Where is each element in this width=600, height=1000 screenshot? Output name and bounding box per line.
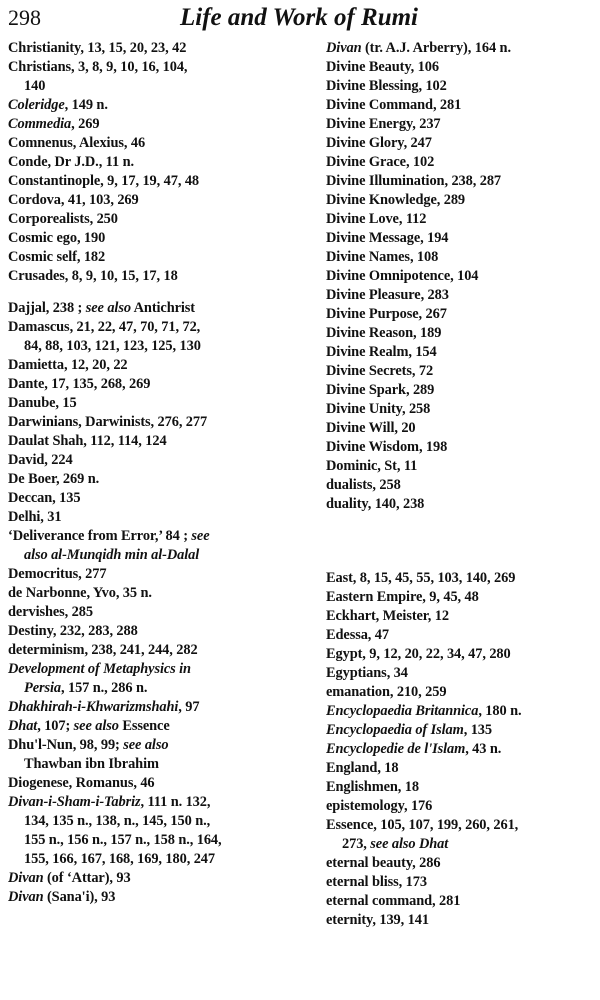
index-entry: David, 224 bbox=[8, 452, 73, 468]
index-entry: Divan (of ‘Attar), 93 bbox=[8, 870, 131, 886]
index-entry: de Narbonne, Yvo, 35 n. bbox=[8, 585, 152, 601]
running-title: Life and Work of Rumi bbox=[180, 4, 418, 31]
index-entry: Comnenus, Alexius, 46 bbox=[8, 135, 146, 151]
index-entry: Egypt, 9, 12, 20, 22, 34, 47, 280 bbox=[326, 646, 511, 662]
index-entry: Divine Realm, 154 bbox=[326, 344, 437, 360]
index-entry: Divine Grace, 102 bbox=[326, 154, 435, 170]
index-entry: eternal command, 281 bbox=[326, 893, 461, 909]
index-entry: Divine Pleasure, 283 bbox=[326, 287, 449, 303]
index-entry: Constantinople, 9, 17, 19, 47, 48 bbox=[8, 173, 200, 189]
page-header bbox=[0, 0, 600, 36]
index-entry: Danube, 15 bbox=[8, 395, 77, 411]
index-entry: Dhakhirah-i-Khwarizmshahi, 97 bbox=[8, 699, 200, 715]
index-entry: Dante, 17, 135, 268, 269 bbox=[8, 376, 151, 392]
index-entry: Essence, 105, 107, 199, 260, 261, 273, see also Dhat bbox=[326, 817, 519, 852]
index-entry: Egyptians, 34 bbox=[326, 665, 408, 681]
index-entry: Divine Will, 20 bbox=[326, 420, 416, 436]
index-entry: dualists, 258 bbox=[326, 477, 401, 493]
index-entry: epistemology, 176 bbox=[326, 798, 433, 814]
index-entry: Divan (tr. A.J. Arberry), 164 n. bbox=[326, 40, 511, 56]
index-entry: Divine Reason, 189 bbox=[326, 325, 442, 341]
index-entry: Encyclopaedia Britannica, 180 n. bbox=[326, 703, 522, 719]
index-column-right bbox=[326, 39, 596, 930]
index-entry: Christianity, 13, 15, 20, 23, 42 bbox=[8, 40, 187, 56]
index-entry: Delhi, 31 bbox=[8, 509, 62, 525]
index-entry: Divine Illumination, 238, 287 bbox=[326, 173, 502, 189]
index-entry: dervishes, 285 bbox=[8, 604, 93, 620]
index-entry: Dominic, St, 11 bbox=[326, 458, 418, 474]
index-entry: Damascus, 21, 22, 47, 70, 71, 72, 84, 88, 103, 121, 123, 125, 130 bbox=[8, 319, 201, 354]
index-entry: eternal bliss, 173 bbox=[326, 874, 427, 890]
index-entry: Dhu'l-Nun, 98, 99; see also Thawban ibn Ibrahim bbox=[8, 737, 169, 772]
index-entry: Development of Metaphysics in Persia, 157 n., 286 n. bbox=[8, 661, 191, 696]
index-entry: East, 8, 15, 45, 55, 103, 140, 269 bbox=[326, 570, 516, 586]
index-entry: Encyclopaedia of Islam, 135 bbox=[326, 722, 492, 738]
index-entry: Divine Spark, 289 bbox=[326, 382, 435, 398]
index-entry: Divan-i-Sham-i-Tabriz, 111 n. 132, 134, 135 n., 138, n., 145, 150 n., 155 n., 156 n., 157 n., 158 n., 164, 155, 166, 167, 168, 169, 180, 247 bbox=[8, 794, 222, 867]
index-entry: Cordova, 41, 103, 269 bbox=[8, 192, 139, 208]
index-entry: Eckhart, Meister, 12 bbox=[326, 608, 449, 624]
index-entry: Divine Love, 112 bbox=[326, 211, 427, 227]
index-entry: Divine Beauty, 106 bbox=[326, 59, 439, 75]
index-entry: duality, 140, 238 bbox=[326, 496, 425, 512]
index-entry: Democritus, 277 bbox=[8, 566, 107, 582]
index-entry: determinism, 238, 241, 244, 282 bbox=[8, 642, 198, 658]
index-entry: Daulat Shah, 112, 114, 124 bbox=[8, 433, 167, 449]
index-entry: Divine Knowledge, 289 bbox=[326, 192, 466, 208]
index-entry: Christians, 3, 8, 9, 10, 16, 104, 140 bbox=[8, 59, 188, 94]
index-entry: Divine Names, 108 bbox=[326, 249, 439, 265]
index-entry: De Boer, 269 n. bbox=[8, 471, 100, 487]
index-entry: Damietta, 12, 20, 22 bbox=[8, 357, 128, 373]
index-entry: emanation, 210, 259 bbox=[326, 684, 447, 700]
index-entry: Divine Glory, 247 bbox=[326, 135, 432, 151]
index-entry: Divine Purpose, 267 bbox=[326, 306, 447, 322]
index-entry: Divine Command, 281 bbox=[326, 97, 462, 113]
index-entry: Divine Unity, 258 bbox=[326, 401, 431, 417]
index-entry: Corporealists, 250 bbox=[8, 211, 118, 227]
index-entry: England, 18 bbox=[326, 760, 399, 776]
index-entry: Deccan, 135 bbox=[8, 490, 81, 506]
index-entry: Encyclopedie de l'Islam, 43 n. bbox=[326, 741, 502, 757]
index-entry: Eastern Empire, 9, 45, 48 bbox=[326, 589, 479, 605]
index-entry: Diogenese, Romanus, 46 bbox=[8, 775, 155, 791]
index-entry: Englishmen, 18 bbox=[326, 779, 419, 795]
index-entry: Divine Blessing, 102 bbox=[326, 78, 447, 94]
index-entry: Edessa, 47 bbox=[326, 627, 389, 643]
index-entry: Dajjal, 238 ; see also Antichrist bbox=[8, 300, 195, 316]
index-entry: Darwinians, Darwinists, 276, 277 bbox=[8, 414, 208, 430]
index-entry: Conde, Dr J.D., 11 n. bbox=[8, 154, 134, 170]
index-entry: Crusades, 8, 9, 10, 15, 17, 18 bbox=[8, 268, 178, 284]
index-entry: Divan (Sana'i), 93 bbox=[8, 889, 116, 905]
index-column-left bbox=[8, 39, 290, 907]
index-entry: Divine Energy, 237 bbox=[326, 116, 441, 132]
index-entry: Cosmic self, 182 bbox=[8, 249, 106, 265]
index-entry: Divine Secrets, 72 bbox=[326, 363, 434, 379]
index-entry: Commedia, 269 bbox=[8, 116, 100, 132]
index-entry: Destiny, 232, 283, 288 bbox=[8, 623, 138, 639]
index-entry: Cosmic ego, 190 bbox=[8, 230, 106, 246]
index-entry: Dhat, 107; see also Essence bbox=[8, 718, 170, 734]
page-number: 298 bbox=[8, 5, 41, 30]
index-entry: eternal beauty, 286 bbox=[326, 855, 441, 871]
index-entry: eternity, 139, 141 bbox=[326, 912, 429, 928]
index-entry: Divine Omnipotence, 104 bbox=[326, 268, 479, 284]
index-entry: Divine Message, 194 bbox=[326, 230, 449, 246]
index-entry: Divine Wisdom, 198 bbox=[326, 439, 448, 455]
index-entry: Coleridge, 149 n. bbox=[8, 97, 108, 113]
index-entry: ‘Deliverance from Error,’ 84 ; see also al-Munqidh min al-Dalal bbox=[8, 528, 210, 563]
